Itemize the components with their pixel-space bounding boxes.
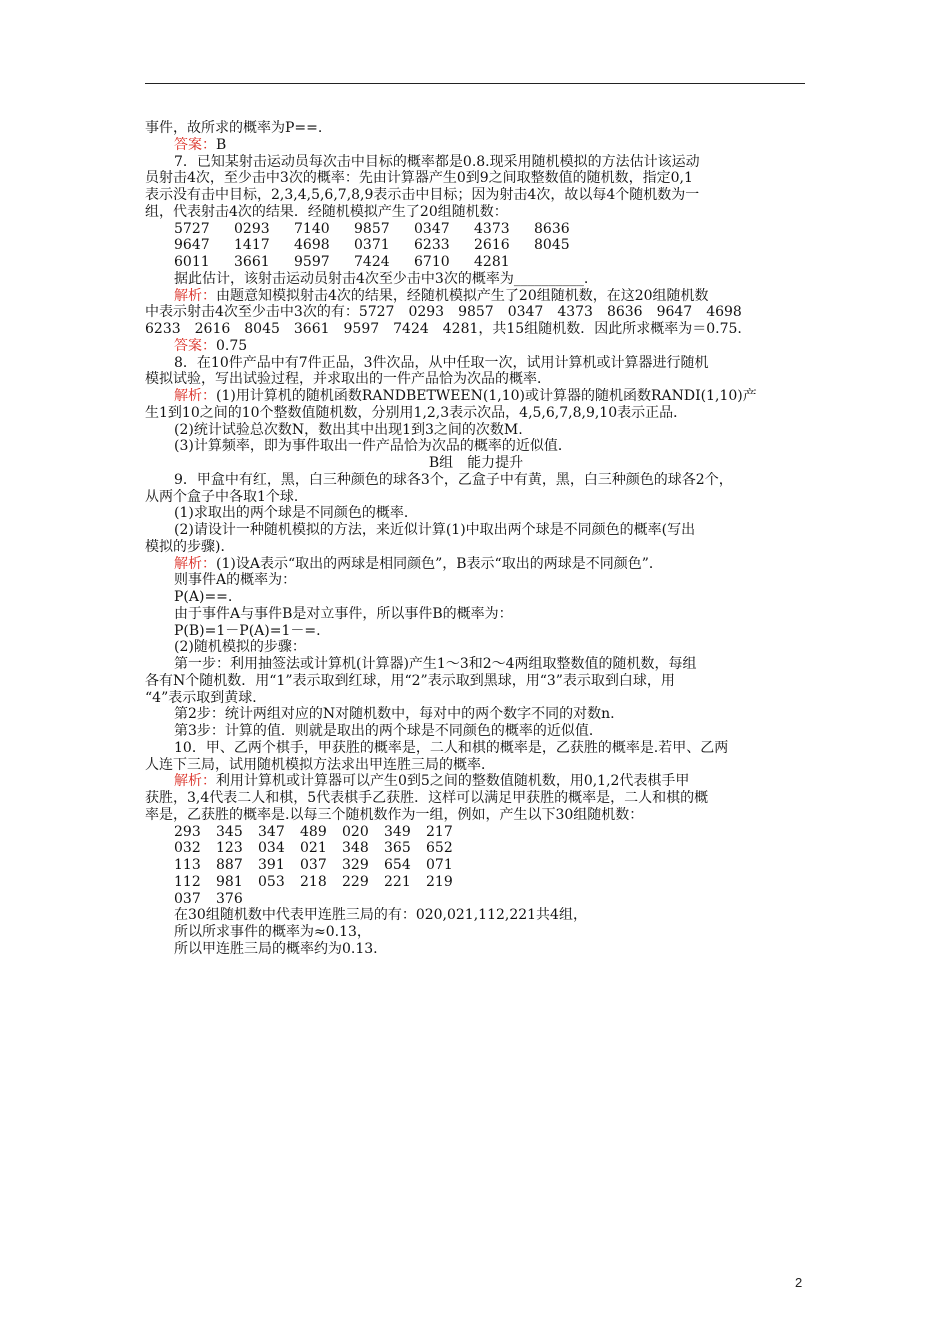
- number-row: [145, 824, 807, 841]
- page-number: 2: [795, 1275, 803, 1290]
- number-cell: 6011: [174, 254, 210, 270]
- text-line: [145, 539, 807, 556]
- number-cell: 1417: [234, 237, 270, 254]
- line-text: 10．甲、乙两个棋手，甲获胜的概率是，二人和棋的概率是，乙获胜的概率是.若甲、乙两: [174, 739, 729, 756]
- number-cell: 376: [216, 890, 243, 907]
- number-cell: 0347: [414, 220, 450, 237]
- line-text: 表示没有击中目标，2,3,4,5,6,7,8,9表示击中目标；因为射击4次，故以每4个随机数为一: [145, 187, 700, 203]
- text-line: [145, 271, 807, 288]
- line-text: 在30组随机数中代表甲连胜三局的有：020,021,112,221共4组，: [174, 907, 587, 924]
- number-cell: 4373: [474, 220, 510, 237]
- number-cell: 489: [300, 823, 327, 840]
- number-cell: 0371: [354, 237, 390, 254]
- line-text: 0.75: [216, 337, 248, 354]
- number-cell: 219: [426, 873, 453, 890]
- number-cell: 349: [384, 823, 411, 840]
- number-cell: 7424: [354, 254, 390, 270]
- text-line: [145, 405, 807, 422]
- text-line: [145, 120, 807, 137]
- line-text: 8．在10件产品中有7件正品，3件次品，从中任取一次，试用计算机或计算器进行随机: [174, 354, 709, 371]
- number-row: [145, 221, 807, 238]
- line-text: 所以甲连胜三局的概率约为0.13.: [174, 940, 378, 957]
- q7-random-numbers: [145, 221, 807, 271]
- block-intro: [145, 120, 807, 221]
- number-row: [145, 237, 807, 254]
- line-text: 所以所求事件的概率为≈0.13，: [174, 924, 371, 940]
- number-cell: 4698: [294, 237, 330, 254]
- text-line: [145, 472, 807, 489]
- text-line: [145, 623, 807, 640]
- header-rule: [145, 83, 805, 84]
- number-cell: 071: [426, 857, 453, 873]
- number-cell: 021: [300, 840, 327, 857]
- number-cell: 329: [342, 857, 369, 873]
- number-cell: 365: [384, 840, 411, 857]
- line-text: 据此估计，该射击运动员射击4次至少击中3次的概率为__________.: [174, 270, 589, 287]
- text-line: [145, 924, 807, 941]
- line-text: (2)随机模拟的步骤：: [174, 639, 306, 656]
- text-line: [145, 505, 807, 522]
- text-line: [145, 907, 807, 924]
- text-line: [145, 690, 807, 707]
- number-cell: 9857: [354, 220, 390, 237]
- solution-line: [145, 556, 807, 573]
- line-text: (1)设A表示“取出的两球是相同颜色”，B表示“取出的两球是不同颜色”．: [216, 555, 663, 572]
- line-text: (1)求取出的两个球是不同颜色的概率．: [174, 505, 418, 522]
- line-text: 由于事件A与事件B是对立事件，所以事件B的概率为：: [174, 605, 513, 622]
- number-cell: 348: [342, 840, 369, 857]
- number-cell: 0293: [234, 220, 270, 237]
- number-cell: 8045: [534, 237, 570, 254]
- line-text: P(B)=1－P(A)=1－=.: [174, 622, 321, 639]
- line-text: 员射击4次，至少击中3次的概率：先由计算器产生0到9之间取整数值的随机数，指定0,1: [145, 170, 693, 187]
- number-cell: 218: [300, 873, 327, 890]
- line-text: “4”表示取到黄球．: [145, 689, 267, 706]
- line-text: 模拟试验，写出试验过程，并求取出的一件产品恰为次品的概率．: [145, 371, 551, 388]
- number-cell: 654: [384, 857, 411, 873]
- text-line: [145, 204, 807, 221]
- solution-line: [145, 137, 807, 154]
- number-row: [145, 857, 807, 874]
- text-line: [145, 673, 807, 690]
- block-conclusion: [145, 907, 807, 957]
- number-cell: 6233: [414, 237, 450, 254]
- number-cell: 112: [174, 873, 201, 890]
- line-text: (2)统计试验总次数N，数出其中出现1到3之间的次数M.: [174, 421, 523, 438]
- number-cell: 9597: [294, 254, 330, 270]
- number-cell: 020: [342, 823, 369, 840]
- number-cell: 391: [258, 857, 285, 873]
- label-marker: 解析：: [174, 388, 216, 404]
- number-cell: 037: [300, 857, 327, 873]
- number-cell: 2616: [474, 237, 510, 254]
- text-line: [145, 723, 807, 740]
- text-line: [145, 304, 807, 321]
- number-cell: 032: [174, 840, 201, 857]
- line-text: 则事件A的概率为：: [174, 572, 297, 589]
- q10-random-numbers: [145, 824, 807, 908]
- number-row: [145, 254, 807, 271]
- line-text: 率是，乙获胜的概率是.以每三个随机数作为一组，例如，产生以下30组随机数：: [145, 806, 644, 823]
- label-marker: 答案：: [174, 337, 216, 354]
- line-text: 第2步：统计两组对应的N对随机数中，每对中的两个数字不同的对数n.: [174, 706, 615, 723]
- solution-line: [145, 388, 807, 405]
- text-line: [145, 589, 807, 606]
- text-line: [145, 489, 807, 506]
- line-text: 7．已知某射击运动员每次击中目标的概率都是0.8.现采用随机模拟的方法估计该运动: [174, 153, 700, 170]
- text-line: [145, 606, 807, 623]
- number-cell: 217: [426, 823, 453, 840]
- number-cell: 347: [258, 823, 285, 840]
- line-text: B组 能力提升: [428, 455, 524, 471]
- solution-line: [145, 338, 807, 355]
- text-line: [145, 187, 807, 204]
- number-cell: 6710: [414, 254, 450, 270]
- text-line: [145, 321, 807, 338]
- number-row: [145, 840, 807, 857]
- number-row: [145, 891, 807, 908]
- number-cell: 5727: [174, 220, 210, 237]
- text-line: [145, 371, 807, 388]
- text-line: [145, 572, 807, 589]
- number-cell: 345: [216, 823, 243, 840]
- text-line: [145, 639, 807, 656]
- number-cell: 229: [342, 873, 369, 890]
- line-text: 利用计算机或计算器可以产生0到5之间的整数值随机数，用0,1,2代表棋手甲: [216, 773, 690, 790]
- line-text: 人连下三局，试用随机模拟方法求出甲连胜三局的概率．: [145, 756, 495, 773]
- number-cell: 123: [216, 840, 243, 857]
- label-marker: 解析：: [174, 555, 216, 572]
- line-text: 第一步：利用抽签法或计算机(计算器)产生1～3和2～4两组取整数值的随机数，每组: [174, 656, 697, 672]
- line-text: 中表示射击4次至少击中3次的有：5727 0293 9857 0347 4373 8636 9647 4698: [145, 304, 742, 321]
- text-line: [145, 455, 807, 472]
- label-marker: 解析：: [174, 773, 216, 790]
- text-line: [145, 656, 807, 673]
- line-text: 模拟的步骤)．: [145, 538, 235, 555]
- line-text: P(A)==.: [174, 589, 233, 605]
- text-line: [145, 438, 807, 455]
- line-text: 9．甲盒中有红，黑，白三种颜色的球各3个，乙盒子中有黄，黑，白三种颜色的球各2个，: [174, 471, 733, 488]
- line-text: 事件，故所求的概率为P==.: [145, 120, 323, 136]
- label-marker: 答案：: [174, 136, 216, 153]
- number-cell: 9647: [174, 237, 210, 254]
- solution-line: [145, 773, 807, 790]
- line-text: 各有N个随机数．用“1”表示取到红球，用“2”表示取到黑球，用“3”表示取到白球，用: [145, 672, 675, 689]
- line-text: 由题意知模拟射击4次的结果，经随机模拟产生了20组随机数，在这20组随机数: [216, 287, 709, 304]
- number-cell: 981: [216, 873, 243, 890]
- line-text: (2)请设计一种随机模拟的方法，来近似计算(1)中取出两个球是不同颜色的概率(写出: [174, 522, 696, 538]
- number-cell: 887: [216, 857, 243, 873]
- number-cell: 3661: [234, 254, 270, 270]
- text-line: [145, 790, 807, 807]
- line-text: 获胜，3,4代表二人和棋，5代表棋手乙获胜．这样可以满足甲获胜的概率是，二人和棋的概: [145, 790, 709, 806]
- text-line: [145, 170, 807, 187]
- block-main: [145, 271, 807, 824]
- number-cell: 113: [174, 857, 201, 873]
- text-line: [145, 422, 807, 439]
- text-line: [145, 807, 807, 824]
- number-cell: 7140: [294, 220, 330, 237]
- number-cell: 4281: [474, 254, 510, 270]
- number-cell: 053: [258, 873, 285, 890]
- text-line: [145, 706, 807, 723]
- text-line: [145, 757, 807, 774]
- line-text: 6233 2616 8045 3661 9597 7424 4281，共15组随机数．因此所求概率为＝0.75.: [145, 321, 742, 337]
- number-cell: 652: [426, 840, 453, 857]
- line-text: 组，代表射击4次的结果．经随机模拟产生了20组随机数：: [145, 203, 508, 220]
- number-cell: 037: [174, 890, 201, 907]
- line-text: 第3步：计算的值．则就是取出的两个球是不同颜色的概率的近似值．: [174, 723, 603, 739]
- number-cell: 293: [174, 823, 201, 840]
- text-line: [145, 941, 807, 958]
- text-line: [145, 740, 807, 757]
- line-text: B: [216, 136, 227, 153]
- line-text: 生1到10之间的10个整数值随机数，分别用1,2,3表示次品，4,5,6,7,8,9,10表示正品．: [145, 404, 688, 421]
- document-body: [145, 120, 807, 958]
- line-text: (3)计算频率，即为事件取出一件产品恰为次品的概率的近似值．: [174, 438, 572, 455]
- solution-line: [145, 288, 807, 305]
- number-cell: 221: [384, 873, 411, 890]
- line-text: (1)用计算机的随机函数RANDBETWEEN(1,10)或计算器的随机函数RANDI(1,10)产: [216, 388, 757, 404]
- number-row: [145, 874, 807, 891]
- line-text: 从两个盒子中各取1个球．: [145, 488, 308, 505]
- text-line: [145, 355, 807, 372]
- text-line: [145, 522, 807, 539]
- text-line: [145, 154, 807, 171]
- number-cell: 8636: [534, 220, 570, 237]
- number-cell: 034: [258, 840, 285, 857]
- label-marker: 解析：: [174, 287, 216, 304]
